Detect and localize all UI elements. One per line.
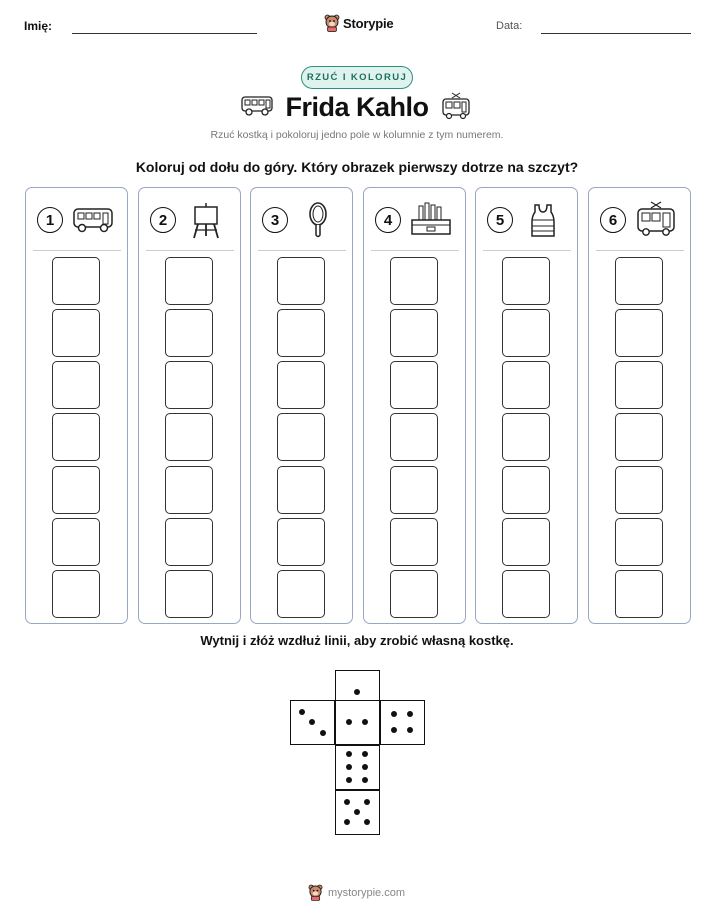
dice-pip (320, 730, 326, 736)
color-box[interactable] (390, 570, 438, 618)
color-box[interactable] (277, 466, 325, 514)
footer-url: mystorypie.com (328, 886, 406, 899)
name-label: Imię: (24, 19, 53, 33)
color-box[interactable] (615, 257, 663, 305)
color-box[interactable] (390, 413, 438, 461)
color-box[interactable] (277, 518, 325, 566)
dice-face-3 (290, 700, 335, 745)
column-divider (596, 250, 684, 251)
color-box[interactable] (390, 466, 438, 514)
dice-pip (391, 727, 397, 733)
tram-icon (633, 200, 679, 240)
page-title: Frida Kahlo (285, 92, 429, 122)
color-box[interactable] (165, 466, 213, 514)
color-box[interactable] (615, 413, 663, 461)
color-box[interactable] (165, 257, 213, 305)
color-box[interactable] (52, 466, 100, 514)
subtitle: Rzuć kostką i pokoloruj jedno pole w kolumnie z tym numerem. (210, 129, 504, 141)
column-number: 5 (487, 207, 513, 233)
bear-logo-icon (324, 14, 340, 32)
color-box[interactable] (277, 309, 325, 357)
color-box[interactable] (390, 257, 438, 305)
color-box[interactable] (277, 413, 325, 461)
bear-logo-icon (308, 884, 323, 901)
column-6 (588, 187, 691, 624)
paint-box-icon (408, 200, 454, 240)
dice-pip (354, 809, 360, 815)
dice-pip (346, 751, 352, 757)
dice-face-4 (380, 700, 425, 745)
color-box[interactable] (52, 570, 100, 618)
dice-pip (362, 751, 368, 757)
brand-logo (324, 13, 393, 33)
column-number: 2 (150, 207, 176, 233)
column-number: 1 (37, 207, 63, 233)
column-4 (363, 187, 466, 624)
tram-icon (440, 92, 472, 120)
color-box[interactable] (52, 413, 100, 461)
column-divider (146, 250, 234, 251)
column-number: 6 (600, 207, 626, 233)
color-box[interactable] (165, 518, 213, 566)
column-divider (371, 250, 459, 251)
column-number: 3 (262, 207, 288, 233)
color-box[interactable] (277, 361, 325, 409)
dice-pip (344, 799, 350, 805)
color-box[interactable] (502, 413, 550, 461)
dice-pip (364, 799, 370, 805)
activity-badge: RZUĆ I KOLORUJ (301, 66, 413, 89)
color-box[interactable] (502, 361, 550, 409)
color-box[interactable] (52, 518, 100, 566)
column-divider (258, 250, 346, 251)
color-box[interactable] (615, 361, 663, 409)
date-label: Data: (496, 20, 523, 32)
dice-pip (362, 764, 368, 770)
dice-pip (364, 819, 370, 825)
color-box[interactable] (390, 309, 438, 357)
color-box[interactable] (390, 361, 438, 409)
dice-pip (346, 764, 352, 770)
color-box[interactable] (165, 413, 213, 461)
color-box[interactable] (615, 518, 663, 566)
dice-face-5 (335, 790, 380, 835)
dice-pip (344, 819, 350, 825)
color-box[interactable] (390, 518, 438, 566)
color-box[interactable] (502, 309, 550, 357)
easel-icon (183, 200, 229, 240)
color-box[interactable] (615, 466, 663, 514)
color-box[interactable] (52, 257, 100, 305)
date-line (541, 33, 691, 34)
hand-mirror-icon (295, 200, 341, 240)
color-box[interactable] (52, 309, 100, 357)
dice-pip (362, 777, 368, 783)
color-box[interactable] (502, 257, 550, 305)
color-box[interactable] (277, 257, 325, 305)
dice-face-2 (335, 700, 380, 745)
column-1 (25, 187, 128, 624)
brand-name: Storypie (343, 15, 394, 31)
dice-pip (346, 777, 352, 783)
dice-pip (354, 689, 360, 695)
column-5 (475, 187, 578, 624)
cut-instruction: Wytnij i złóż wzdłuż linii, aby zrobić własną kostkę. (200, 633, 514, 648)
dice-pip (299, 709, 305, 715)
color-box[interactable] (502, 518, 550, 566)
dice-pip (309, 719, 315, 725)
color-box[interactable] (502, 570, 550, 618)
dice-pip (407, 727, 413, 733)
name-line (72, 33, 257, 34)
dice-pip (407, 711, 413, 717)
color-box[interactable] (502, 466, 550, 514)
bus-icon (70, 200, 116, 240)
column-number: 4 (375, 207, 401, 233)
dice-face-6 (335, 745, 380, 790)
column-2 (138, 187, 241, 624)
dice-pip (391, 711, 397, 717)
color-box[interactable] (165, 309, 213, 357)
color-box[interactable] (52, 361, 100, 409)
color-box[interactable] (277, 570, 325, 618)
column-divider (483, 250, 571, 251)
dice-pip (362, 719, 368, 725)
column-divider (33, 250, 121, 251)
dice-net (290, 670, 425, 835)
color-box[interactable] (615, 309, 663, 357)
instruction-text: Koloruj od dołu do góry. Który obrazek pierwszy dotrze na szczyt? (135, 159, 579, 175)
footer (308, 884, 405, 901)
color-box[interactable] (165, 570, 213, 618)
tank-top-icon (520, 200, 566, 240)
color-box[interactable] (165, 361, 213, 409)
dice-pip (346, 719, 352, 725)
color-box[interactable] (615, 570, 663, 618)
column-3 (250, 187, 353, 624)
